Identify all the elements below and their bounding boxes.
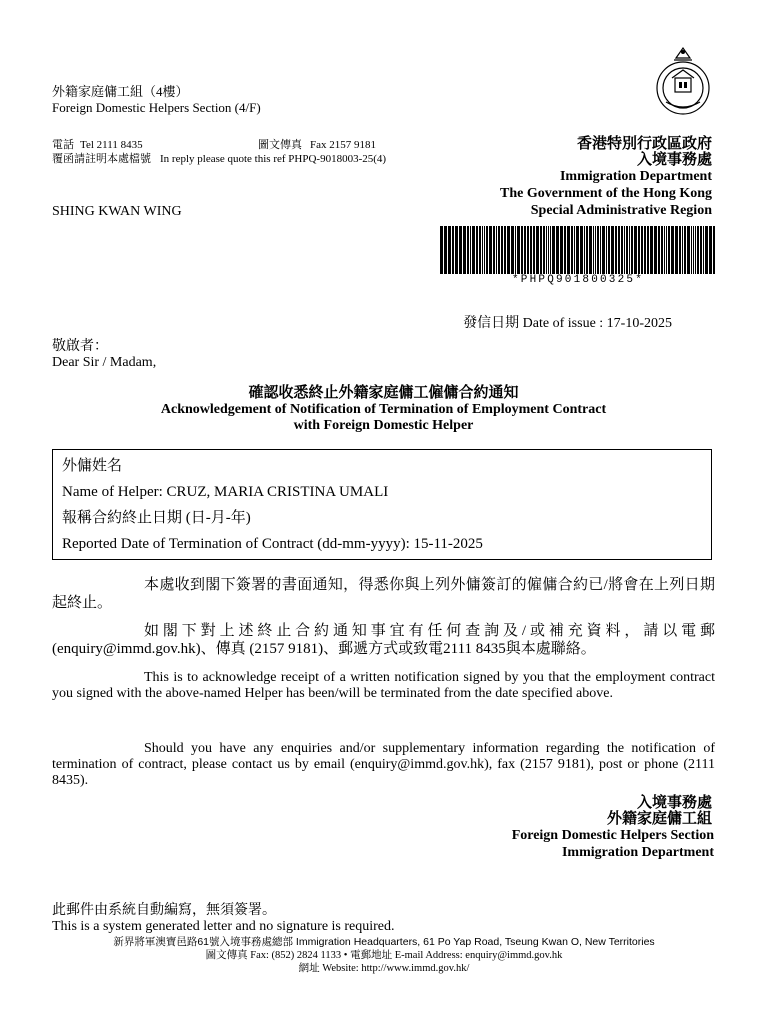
barcode-bar (530, 226, 532, 274)
barcode-bar (564, 226, 566, 274)
barcode-bar (589, 226, 592, 274)
barcode-bar (650, 226, 653, 274)
barcode-bar (440, 226, 443, 274)
date-of-issue: 發信日期 Date of issue : 17-10-2025 (463, 316, 672, 331)
salutation-en: Dear Sir / Madam, (52, 355, 157, 370)
barcode-bar (527, 226, 529, 274)
barcode-bar (448, 226, 451, 274)
barcode-bar (484, 226, 485, 274)
barcode-bar (703, 226, 704, 274)
barcode-bar (540, 226, 542, 274)
footer-website[interactable]: 網址 Website: http://www.immd.gov.hk/ (298, 963, 470, 974)
barcode-bar (666, 226, 667, 274)
barcode-bar (470, 226, 471, 274)
barcode-bar (482, 226, 483, 274)
system-note-zh: 此郵件由系統自動編寫，無須簽署。 (52, 903, 276, 918)
barcode-bar (486, 226, 488, 274)
reference-number: In reply please quote this ref PHPQ-9018003-25(4) (160, 153, 387, 165)
government-name-zh: 香港特別行政區政府 (576, 136, 712, 152)
barcode-bar (626, 226, 628, 274)
barcode-bar (713, 226, 715, 274)
barcode-bar (647, 226, 649, 274)
tel-number: Tel 2111 8435 (80, 139, 143, 151)
barcode-bar (693, 226, 694, 274)
barcode-bar (644, 226, 646, 274)
barcode-bar (444, 226, 447, 274)
recipient-name: SHING KWAN WING (52, 204, 182, 219)
barcode-bar (496, 226, 497, 274)
barcode-bar (595, 226, 596, 274)
barcode-bar (641, 226, 643, 274)
barcode-bar (546, 226, 547, 274)
section-name-en: Foreign Domestic Helpers Section (4/F) (52, 100, 261, 115)
footer-address: 新界將軍澳寶邑路61號入境事務處總部 Immigration Headquarters, 61 Po Yap Road, Tseung Kwan O, New Territories (113, 936, 655, 948)
barcode-bar (455, 226, 458, 274)
barcode-bar (618, 226, 620, 274)
barcode-bar (631, 226, 633, 274)
barcode-bar (661, 226, 663, 274)
barcode-bar (671, 226, 674, 274)
signoff-section-zh: 外籍家庭傭工組 (606, 811, 712, 827)
government-name-en-1: The Government of the Hong Kong (500, 186, 712, 201)
barcode-bar (489, 226, 492, 274)
barcode-bar (634, 226, 637, 274)
termination-date-label-zh: 報稱合約終止日期 (日-月-年) (62, 510, 251, 526)
barcode-bar (709, 226, 712, 274)
barcode-bar (687, 226, 690, 274)
barcode-bar (606, 226, 607, 274)
barcode-bar (621, 226, 623, 274)
section-name-zh: 外籍家庭傭工組（4樓） (52, 84, 189, 99)
tel-label-zh: 電話 (52, 139, 74, 151)
barcode-bar (658, 226, 660, 274)
barcode-bar (552, 226, 555, 274)
barcode-bar (548, 226, 549, 274)
barcode-bar (597, 226, 599, 274)
footer-contact: 圖文傳真 Fax: (852) 2824 1133 • 電郵地址 E-mail Address: enquiry@immd.gov.hk (205, 950, 563, 961)
barcode-bar (580, 226, 583, 274)
barcode-bar (584, 226, 585, 274)
barcode (440, 226, 716, 274)
subject-zh: 確認收悉終止外籍家庭傭工僱傭合約通知 (248, 385, 519, 401)
barcode-bar (524, 226, 526, 274)
barcode-bar (517, 226, 520, 274)
barcode-bar (507, 226, 510, 274)
signoff-department-en: Immigration Department (561, 845, 714, 860)
barcode-bar (697, 226, 699, 274)
barcode-bar (560, 226, 563, 274)
barcode-bar (571, 226, 573, 274)
barcode-bar (479, 226, 481, 274)
barcode-bar (511, 226, 514, 274)
barcode-bar (700, 226, 702, 274)
barcode-bar (536, 226, 539, 274)
barcode-bar (498, 226, 500, 274)
barcode-bar (476, 226, 478, 274)
barcode-bar (629, 226, 630, 274)
fax-number: Fax 2157 9181 (310, 139, 376, 151)
barcode-bar (576, 226, 579, 274)
helper-name: Name of Helper: CRUZ, MARIA CRISTINA UMALI (62, 484, 389, 500)
government-name-en-2: Special Administrative Region (530, 203, 712, 218)
barcode-bar (504, 226, 506, 274)
system-note-en: This is a system generated letter and no signature is required. (52, 919, 395, 934)
barcode-bar (624, 226, 625, 274)
ref-label-zh: 覆函請註明本處檔號 (52, 153, 151, 165)
body-paragraph-en-1: This is to acknowledge receipt of a written notification signed by you that the employment contract you signed with the above-named Helper has been/will be terminated from the date specified above. (52, 670, 715, 701)
barcode-bar (452, 226, 454, 274)
barcode-bar (493, 226, 495, 274)
subject-en-line-2: with Foreign Domestic Helper (293, 418, 474, 433)
barcode-bar (608, 226, 610, 274)
barcode-bar (567, 226, 570, 274)
barcode-bar (675, 226, 678, 274)
salutation-zh: 敬啟者： (52, 339, 108, 354)
barcode-bar (695, 226, 696, 274)
subject-en-line-1: Acknowledgement of Notification of Termination of Employment Contract (160, 402, 607, 417)
barcode-bar (472, 226, 475, 274)
barcode-bar (515, 226, 516, 274)
barcode-bar (501, 226, 503, 274)
barcode-bar (664, 226, 665, 274)
barcode-bar (550, 226, 551, 274)
barcode-bar (611, 226, 614, 274)
body-paragraph-zh-2: 如閣下對上述終止合約通知事宜有任何查詢及/或補充資料，請以電郵(enquiry@immd.gov.hk)、傳真 (2157 9181)、郵遞方式或致電2111 8435與本處聯絡。 (52, 623, 715, 657)
barcode-bar (691, 226, 692, 274)
termination-date: Reported Date of Termination of Contract (dd-mm-yyyy): 15-11-2025 (62, 536, 483, 552)
barcode-bar (668, 226, 670, 274)
body-paragraph-en-2: Should you have any enquiries and/or supplementary information regarding the notification of termination of contract, please contact us by email (enquiry@immd.gov.hk), fax (2157 9181), post or phone (2111 8435). (52, 741, 715, 788)
barcode-bar (600, 226, 601, 274)
helper-details-box (52, 449, 712, 560)
fax-label-zh: 圖文傳真 (258, 139, 302, 151)
barcode-bar (533, 226, 535, 274)
barcode-bar (467, 226, 469, 274)
body-paragraph-zh-1: 本處收到閣下簽署的書面通知，得悉你與上列外傭簽訂的僱傭合約已/將會在上列日期起終止。 (52, 577, 715, 611)
department-name-en: Immigration Department (559, 169, 712, 184)
barcode-bar (586, 226, 588, 274)
department-name-zh: 入境事務處 (636, 152, 712, 168)
barcode-bar (593, 226, 594, 274)
barcode-bar (574, 226, 575, 274)
barcode-text: *PHPQ901800325* (511, 274, 645, 286)
barcode-bar (615, 226, 617, 274)
barcode-bar (682, 226, 683, 274)
barcode-bar (521, 226, 523, 274)
barcode-bar (705, 226, 708, 274)
barcode-bar (459, 226, 462, 274)
barcode-bar (679, 226, 681, 274)
signoff-section-en: Foreign Domestic Helpers Section (511, 828, 714, 843)
signoff-department-zh: 入境事務處 (636, 795, 712, 811)
barcode-bar (638, 226, 640, 274)
barcode-bar (654, 226, 657, 274)
barcode-bar (602, 226, 605, 274)
hksar-emblem-icon (652, 44, 714, 118)
barcode-bar (684, 226, 686, 274)
helper-name-label-zh: 外傭姓名 (62, 458, 123, 474)
barcode-bar (543, 226, 545, 274)
barcode-bar (463, 226, 466, 274)
barcode-bar (556, 226, 559, 274)
